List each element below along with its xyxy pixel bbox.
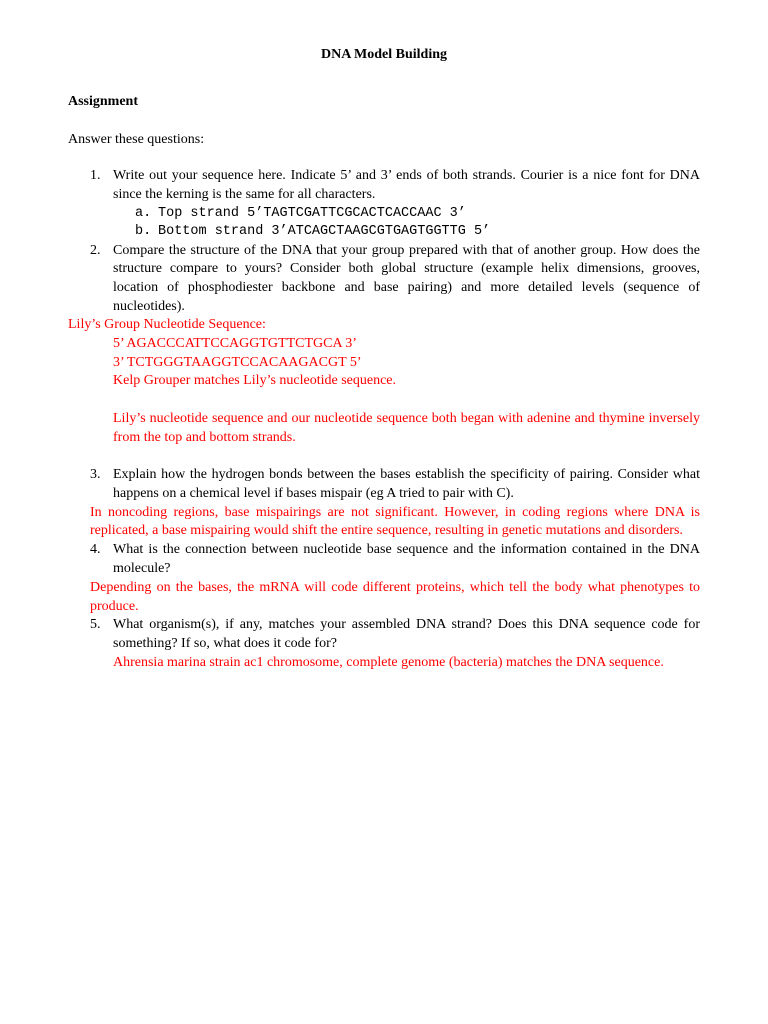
question-5 xyxy=(68,616,700,654)
question-1 xyxy=(68,167,700,205)
answer-2-block xyxy=(68,316,700,448)
document-title: DNA Model Building xyxy=(320,47,448,62)
answer-4: Depending on the bases, the mRNA will code different proteins, which tell the body what phenotypes to produce. xyxy=(90,579,700,614)
question-number: 5. xyxy=(90,617,101,633)
question-4 xyxy=(68,541,700,579)
question-text: Write out your sequence here. Indicate 5’ and 3’ ends of both strands. Courier is a nice font for DNA since the kerning is the same for all characters. xyxy=(113,168,700,202)
question-number: 1. xyxy=(90,168,101,183)
subitem-letter: b. xyxy=(135,224,152,240)
answer-group-label: Lily’s Group Nucleotide Sequence: xyxy=(68,317,266,332)
subitem-letter: a. xyxy=(135,205,152,221)
question-number: 2. xyxy=(90,242,101,258)
question-3 xyxy=(68,466,700,504)
question-text: What organism(s), if any, matches your assembled DNA strand? Does this DNA sequence code for something? If so, what does it code for? xyxy=(113,617,700,652)
questions-3-5-block xyxy=(68,466,700,673)
question-2 xyxy=(68,242,700,317)
answer-comparison: Lily’s nucleotide sequence and our nucleotide sequence both began with adenine and thymine inversely from the top and bottom strands. xyxy=(113,410,700,445)
question-number: 4. xyxy=(90,542,101,558)
answer-strand-bottom: 3’ TCTGGGTAAGGTCCACAAGACGT 5’ xyxy=(113,354,362,370)
question-text: What is the connection between nucleotide base sequence and the information contained in the DNA molecule? xyxy=(113,542,700,576)
question-text: Explain how the hydrogen bonds between the bases establish the specificity of pairing. Consider what happens on a chemical level if bases mispair (eg A tried to pair with C). xyxy=(113,467,700,501)
question-number: 3. xyxy=(90,467,101,482)
sequence-bottom-strand xyxy=(68,223,700,242)
question-1-block xyxy=(68,167,700,317)
answer-3: In noncoding regions, base mispairings are not significant. However, in coding regions where DNA is replicated, a base mispairing would shift the entire sequence, resulting in genetic mutations and disorders. xyxy=(90,504,700,539)
subitem-text: Bottom strand 3’ATCAGCTAAGCGTGAGTGGTTG 5’ xyxy=(158,224,491,240)
intro-text: Answer these questions: xyxy=(68,132,205,147)
answer-match: Kelp Grouper matches Lily’s nucleotide sequence. xyxy=(113,373,397,389)
answer-5: Ahrensia marina strain ac1 chromosome, complete genome (bacteria) matches the DNA sequence. xyxy=(113,654,664,670)
answer-strand-top: 5’ AGACCCATTCCAGGTGTTCTGCA 3’ xyxy=(113,335,357,351)
sequence-top-strand xyxy=(68,205,700,224)
section-heading: Assignment xyxy=(68,94,139,109)
subitem-text: Top strand 5’TAGTCGATTCGCACTCACCAAC 3’ xyxy=(158,205,466,221)
question-text: Compare the structure of the DNA that your group prepared with that of another group. How does the structure compare to yours? Consider both global structure (example helix dimensions, grooves, location of phosphodiester backbone and base pairing) and more detailed levels (sequence of nucleotides). xyxy=(113,242,700,314)
